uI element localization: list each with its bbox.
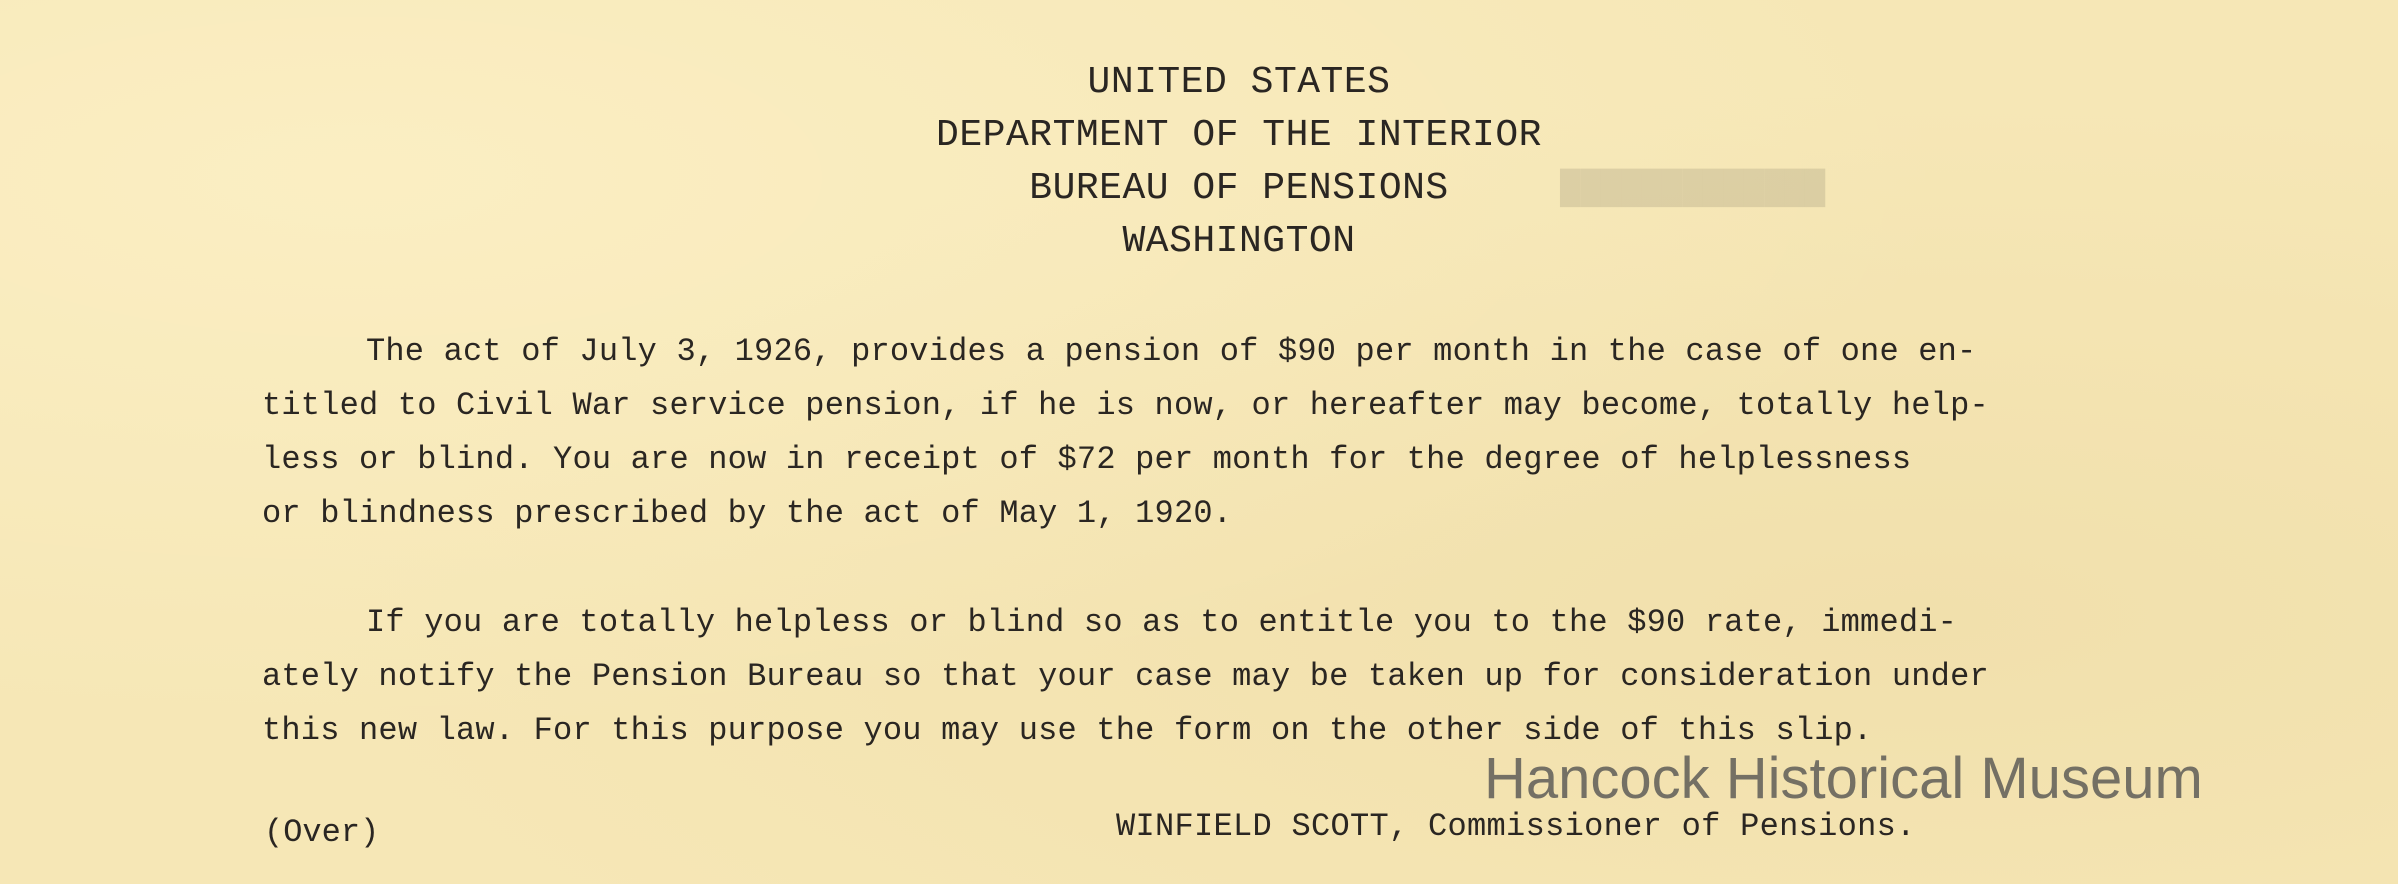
letterhead [0, 56, 2398, 268]
letterhead-line-1: UNITED STATES [1087, 61, 1391, 104]
paragraph-1 [262, 325, 1989, 541]
paragraph-2 [262, 596, 1989, 758]
paragraph-2-line-2: ately notify the Pension Bureau so that your case may be taken up for consideration under [262, 658, 1989, 695]
over-note: (Over) [264, 814, 380, 851]
paragraph-1-line-3: less or blind. You are now in receipt of $72 per month for the degree of helplessness [262, 441, 1912, 478]
paragraph-2-line-1: If you are totally helpless or blind so as to entitle you to the $90 rate, immedi- [366, 604, 1958, 641]
signature-line: WINFIELD SCOTT, Commissioner of Pensions. [1116, 808, 1916, 845]
paragraph-1-line-1: The act of July 3, 1926, provides a pension of $90 per month in the case of one en- [366, 333, 1977, 370]
letterhead-line-2: DEPARTMENT OF THE INTERIOR [936, 114, 1542, 157]
letterhead-line-3: BUREAU OF PENSIONS [1029, 167, 1449, 210]
paragraph-1-line-4: or blindness prescribed by the act of May 1, 1920. [262, 495, 1233, 532]
letterhead-line-4: WASHINGTON [1122, 220, 1356, 263]
paragraph-2-line-3: this new law. For this purpose you may use the form on the other side of this slip. [262, 712, 1873, 749]
paragraph-1-line-2: titled to Civil War service pension, if he is now, or hereafter may become, totally help- [262, 387, 1989, 424]
museum-watermark: Hancock Historical Museum [1484, 746, 2203, 811]
